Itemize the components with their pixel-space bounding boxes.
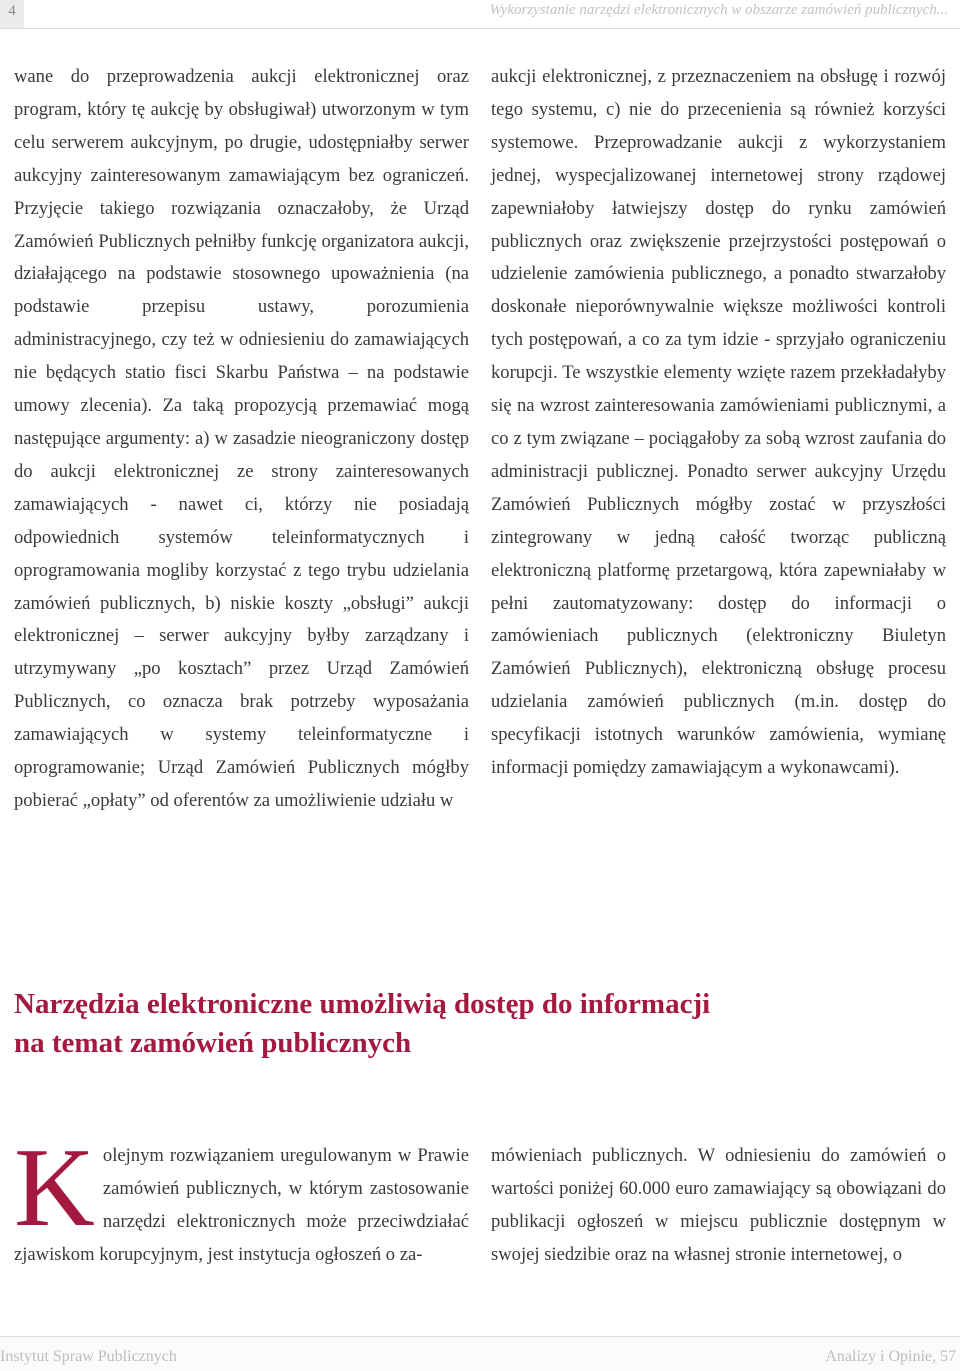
body-paragraph — [14, 1126, 469, 1272]
drop-cap-paragraph-text: olejnym rozwiązaniem uregulowanym w Prawie zamówień publicznych, w którym zastosowanie narzędzi elektronicznych może przeciwdziałać zjawiskom korupcyjnym, jest instytucja ogłoszeń o za- — [14, 1145, 469, 1265]
section-heading-line-1: Narzędzia elektroniczne umożliwią dostęp do informacji — [14, 988, 711, 1020]
section-heading-line-2: na temat zamówień publicznych — [14, 1027, 412, 1059]
body-paragraph: wane do przeprowadzenia aukcji elektronicznej oraz program, który tę aukcję by obsługiwał) utworzonym w tym celu serwerem aukcyjnym, po drugie, udostępniałby serwer aukcyjny zainteresowanym zamawiającym bez ograniczeń. Przyjęcie takiego rozwiązania oznaczałoby, że Urząd Zamówień Publicznych pełniłby funkcję organizatora aukcji, działającego na podstawie stosownego upoważnienia (na podstawie przepisu ustawy, porozumienia administracyjnego, czy też w odniesieniu do zamawiających nie będących statio fisci Skarbu Państwa – na podstawie umowy zlecenia). Za taką propozycją przemawiać mogą następujące argumenty: a) w zasadzie nieograniczony dostęp do aukcji elektronicznej ze strony zainteresowanych zamawiających - nawet ci, którzy nie posiadają odpowiednich systemów teleinformatycznych i oprogramowania mogliby korzystać z tego trybu udzielania zamówień publicznych, b) niskie koszty „obsługi” aukcji elektronicznej – serwer aukcyjny byłby zarządzany i utrzymywany „po kosztach” przez Urząd Zamówień Publicznych, co oznacza brak potrzeby wyposażania zamawiających w systemy teleinformatyczne i oprogramowanie; Urząd Zamówień Publicznych mógłby pobierać „opłaty” od oferentów za umożliwienie udziału w — [14, 66, 469, 811]
footer-series: Analizy i Opinie, 57 — [825, 1348, 956, 1365]
body-column-right-top — [491, 61, 946, 785]
body-paragraph: aukcji elektronicznej, z przeznaczeniem na obsługę i rozwój tego systemu, c) nie do przecenienia są również korzyści systemowe. Przeprowadzanie aukcji z wykorzystaniem jednej, wyspecjalizowanej internetowej strony rządowej zapewniałoby łatwiejszy dostęp do rynku zamówień publicznych oraz zwiększenie przejrzystości postępowań o udzielenie zamówienia publicznego, a ponadto stwarzałoby doskonałe nieporównywalnie większe możliwości kontroli tych postępowań, a co za tym idzie - sprzyjało ograniczeniu korupcji. Te wszystkie elementy wzięte razem przekładałyby się na wzrost zainteresowania zamówieniami publicznymi, a co z tym związane – pociągałoby za sobą wzrost zaufania do administracji publicznej. Ponadto serwer aukcyjny Urzędu Zamówień Publicznych mógłby zostać w przyszłości zintegrowany w jedną całość tworząc publiczną elektroniczną platformę przetargową, która zapewniałaby w pełni zautomatyzowany: dostęp do informacji o zamówieniach publicznych (elektroniczny Biuletyn Zamówień Publicznych), elektroniczną obsługę procesu udzielania zamówień publicznych (m.in. dostęp do specyfikacji istotnych warunków zamówienia, wymianę informacji pomiędzy zamawiającym a wykonawcami). — [491, 66, 946, 779]
drop-cap: K — [14, 1126, 95, 1250]
running-title: Wykorzystanie narzędzi elektronicznych w obszarze zamówień publicznych... — [489, 2, 948, 18]
body-column-left-bottom — [14, 1126, 469, 1272]
page-number: 4 — [0, 0, 24, 28]
footer-publisher: Instytut Spraw Publicznych — [0, 1348, 177, 1365]
body-column-left-top — [14, 61, 469, 818]
page-header — [0, 0, 960, 29]
body-paragraph: mówieniach publicznych. W odniesieniu do zamówień o wartości poniżej 60.000 euro zamawiający są obowiązani do publikacji ogłoszeń w miejscu publicznie dostępnym w swojej siedzibie oraz na własnej stronie internetowej, o — [491, 1145, 946, 1265]
body-column-right-bottom — [491, 1140, 946, 1272]
page-footer — [0, 1336, 960, 1371]
section-heading — [14, 985, 914, 1063]
